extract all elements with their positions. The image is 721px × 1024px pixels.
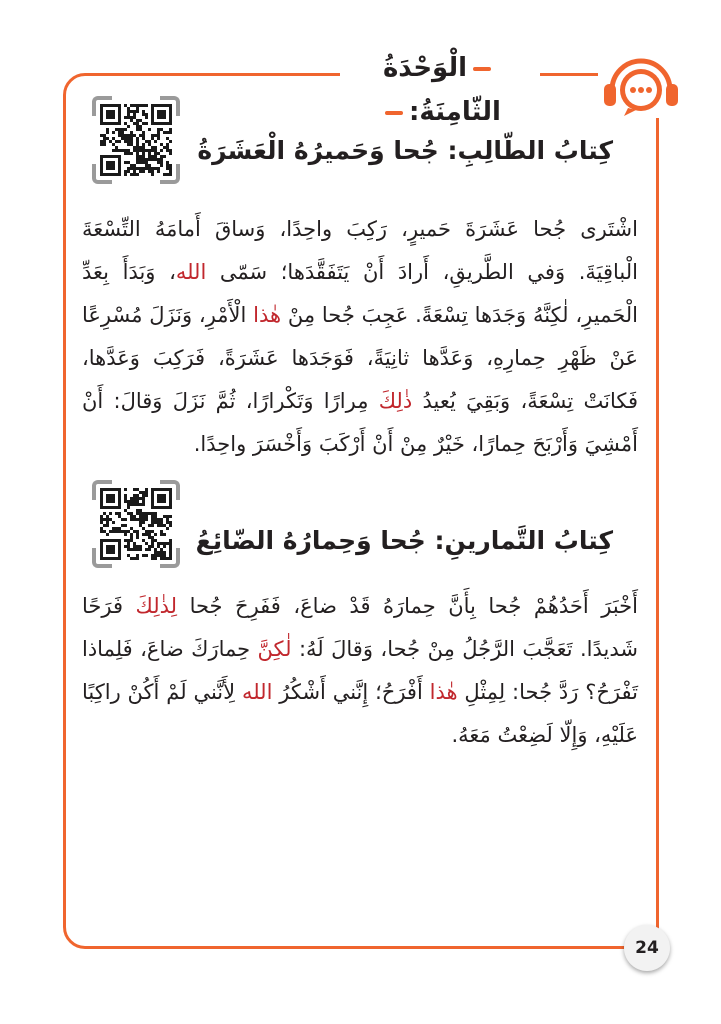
text-segment: الْأَمْرِ، وَنَزَلَ مُسْرِعًا عَنْ ظَهْرِ حِمارِهِ، وَعَدَّها ثانِيَةً، فَوَجَدَها عَشَرَةً، فَرَكِبَ وَعَدَّها، فَكانَتْ تِسْعَةً، وَبَقِيَ يُعيدُ bbox=[82, 303, 638, 413]
highlighted-word: الله bbox=[241, 680, 273, 704]
text-segment: فَرَحًا شَديدًا. تَعَجَّبَ الرَّجُلُ مِنْ جُحا، وَقالَ لَهُ: bbox=[82, 594, 638, 661]
text-segment: ، وَبَدَأَ بِعَدِّ الْحَميرِ، لٰكِنَّهُ وَجَدَها تِسْعَةً. عَجِبَ جُحا مِنْ bbox=[82, 260, 638, 327]
unit-title-text: الْوَحْدَةُ الثّامِنَةُ: bbox=[382, 53, 501, 127]
page-number: 24 bbox=[624, 925, 670, 971]
qr-code-icon bbox=[100, 104, 172, 176]
qr-code-student-book[interactable] bbox=[92, 96, 180, 184]
highlighted-word: هٰذا bbox=[429, 680, 458, 704]
text-segment: اشْتَرى جُحا عَشَرَةَ حَميرٍ، رَكِبَ واحِدًا، وَساقَ أَمامَهُ التِّسْعَةَ الْباقِيَةَ. وَفي الطَّريقِ، أَرادَ أَنْ يَتَفَقَّدَها؛ سَمّى bbox=[82, 217, 638, 284]
highlighted-word: الله bbox=[175, 260, 207, 284]
qr-code-exercises-book[interactable] bbox=[92, 480, 180, 568]
story-paragraph-2 bbox=[82, 585, 638, 757]
title-dash-left bbox=[385, 111, 403, 115]
title-dash-right bbox=[473, 67, 491, 71]
text-segment: مِرارًا وَتَكْرارًا، ثُمَّ نَزَلَ وَقالَ: أَنْ أَمْشِيَ وَأَرْبَحَ حِمارًا، خَيْرٌ مِنْ أَنْ أَرْكَبَ وَأَخْسَرَ واحِدًا. bbox=[82, 389, 638, 456]
text-segment: لِأَنَّني لَمْ أَكُنْ راكِبًا عَلَيْهِ، وَإِلّا لَضِعْتُ مَعَهُ. bbox=[82, 680, 638, 747]
text-segment: أَفْرَحُ؛ إِنَّني أَشْكُرُ bbox=[272, 680, 430, 704]
highlighted-word: ذٰلِكَ bbox=[378, 389, 413, 413]
chat-headset-icon bbox=[598, 50, 684, 118]
section-heading-exercises-book: كِتابُ التَّمارينِ: جُحا وَحِمارُهُ الضّائِعُ bbox=[195, 526, 613, 555]
unit-title bbox=[340, 46, 540, 127]
section-heading-student-book: كِتابُ الطّالِبِ: جُحا وَحَميرُهُ الْعَشَرَةُ bbox=[197, 136, 613, 165]
text-segment: حِمارَكَ ضاعَ، فَلِماذا تَفْرَحُ؟ رَدَّ جُحا: لِمِثْلِ bbox=[82, 637, 638, 704]
highlighted-word: لٰكِنَّ bbox=[257, 637, 292, 661]
highlighted-word: هٰذا bbox=[253, 303, 282, 327]
text-segment: أَخْبَرَ أَحَدُهُمْ جُحا بِأَنَّ حِمارَهُ قَدْ ضاعَ، فَفَرِحَ جُحا bbox=[177, 594, 638, 618]
story-paragraph-1 bbox=[82, 208, 638, 466]
highlighted-word: لِذٰلِكَ bbox=[135, 594, 178, 618]
qr-code-icon bbox=[100, 488, 172, 560]
